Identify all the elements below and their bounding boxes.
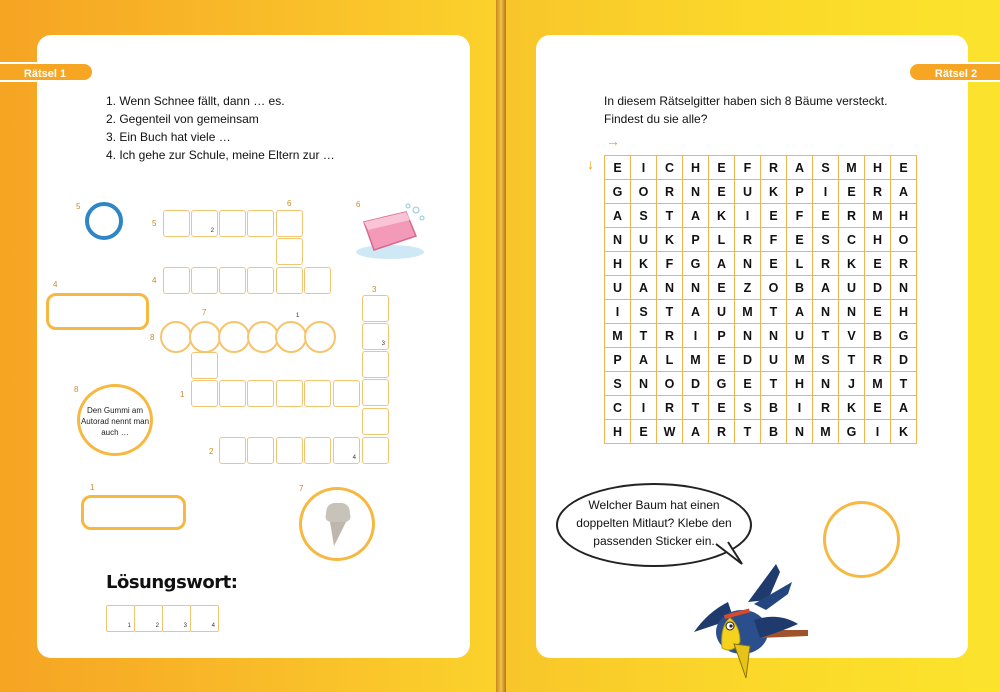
- grid-letter-cell[interactable]: M: [865, 372, 891, 396]
- row-number-5: 5: [152, 219, 157, 228]
- grid-letter-cell[interactable]: D: [683, 372, 709, 396]
- grid-letter-cell[interactable]: K: [761, 180, 787, 204]
- crossword-cell[interactable]: [191, 380, 218, 407]
- grid-letter-cell[interactable]: T: [761, 372, 787, 396]
- tab-raetsel-1[interactable]: Rätsel 1: [0, 62, 94, 82]
- cell-number-1: 1: [296, 313, 300, 319]
- grid-letter-cell[interactable]: M: [735, 300, 761, 324]
- bird-illustration: [688, 562, 818, 680]
- answer-box-1[interactable]: [81, 495, 186, 530]
- grid-letter-cell[interactable]: N: [631, 372, 657, 396]
- grid-letter-cell[interactable]: B: [761, 396, 787, 420]
- crossword-cell[interactable]: [219, 437, 246, 464]
- grid-letter-cell[interactable]: K: [839, 396, 865, 420]
- solution-cell[interactable]: 2: [134, 605, 163, 632]
- grid-letter-cell[interactable]: M: [787, 348, 813, 372]
- grid-letter-cell[interactable]: A: [631, 348, 657, 372]
- solution-cell[interactable]: 1: [106, 605, 135, 632]
- crossword-cell[interactable]: [304, 267, 331, 294]
- grid-letter-cell[interactable]: N: [813, 372, 839, 396]
- grid-letter-cell[interactable]: F: [735, 156, 761, 180]
- grid-letter-cell[interactable]: W: [657, 420, 683, 444]
- book-spine: [496, 0, 506, 692]
- grid-letter-cell[interactable]: A: [683, 300, 709, 324]
- grid-letter-cell[interactable]: B: [787, 276, 813, 300]
- grid-row: [605, 252, 917, 276]
- crossword-cell[interactable]: [362, 437, 389, 464]
- grid-letter-cell[interactable]: T: [735, 420, 761, 444]
- crossword-cell[interactable]: 2: [191, 210, 218, 237]
- clue-2: 2. Gegenteil von gemeinsam: [106, 112, 259, 126]
- grid-letter-cell[interactable]: R: [657, 324, 683, 348]
- grid-letter-cell[interactable]: N: [735, 252, 761, 276]
- grid-row: [605, 324, 917, 348]
- grid-letter-cell[interactable]: K: [657, 228, 683, 252]
- grid-letter-cell[interactable]: A: [683, 204, 709, 228]
- grid-letter-cell[interactable]: N: [891, 276, 917, 300]
- grid-letter-cell[interactable]: U: [605, 276, 631, 300]
- grid-letter-cell[interactable]: E: [839, 180, 865, 204]
- grid-letter-cell[interactable]: E: [735, 372, 761, 396]
- grid-row: [605, 348, 917, 372]
- grid-letter-cell[interactable]: H: [605, 420, 631, 444]
- grid-letter-cell[interactable]: S: [631, 204, 657, 228]
- grid-letter-cell[interactable]: T: [839, 348, 865, 372]
- grid-letter-cell[interactable]: U: [631, 228, 657, 252]
- grid-letter-cell[interactable]: J: [839, 372, 865, 396]
- grid-letter-cell[interactable]: N: [605, 228, 631, 252]
- grid-row: [605, 396, 917, 420]
- grid-letter-cell[interactable]: E: [631, 420, 657, 444]
- grid-letter-cell[interactable]: T: [813, 324, 839, 348]
- grid-letter-cell[interactable]: O: [891, 228, 917, 252]
- grid-letter-cell[interactable]: I: [787, 396, 813, 420]
- grid-letter-cell[interactable]: T: [631, 324, 657, 348]
- grid-letter-cell[interactable]: C: [605, 396, 631, 420]
- grid-letter-cell[interactable]: H: [787, 372, 813, 396]
- answer-box-4[interactable]: [46, 293, 149, 330]
- grid-letter-cell[interactable]: S: [813, 228, 839, 252]
- grid-letter-cell[interactable]: G: [683, 252, 709, 276]
- solution-cell[interactable]: 3: [162, 605, 191, 632]
- clue-3: 3. Ein Buch hat viele …: [106, 130, 231, 144]
- crossword-cell[interactable]: [219, 380, 246, 407]
- crossword-cell[interactable]: [333, 380, 360, 407]
- grid-letter-cell[interactable]: U: [709, 300, 735, 324]
- grid-letter-cell[interactable]: N: [839, 300, 865, 324]
- crossword-cell[interactable]: 4: [333, 437, 360, 464]
- crossword-cell[interactable]: [362, 379, 389, 406]
- grid-letter-cell[interactable]: H: [891, 300, 917, 324]
- intro-line-1: In diesem Rätselgitter haben sich 8 Bäume versteckt.: [604, 94, 888, 108]
- grid-letter-cell[interactable]: R: [839, 204, 865, 228]
- column-number-3: 3: [372, 285, 377, 294]
- grid-letter-cell[interactable]: R: [709, 420, 735, 444]
- grid-letter-cell[interactable]: D: [891, 348, 917, 372]
- grid-letter-cell[interactable]: I: [631, 156, 657, 180]
- grid-row: [605, 300, 917, 324]
- row-number-4: 4: [152, 276, 157, 285]
- grid-letter-cell[interactable]: A: [787, 156, 813, 180]
- grid-row: [605, 204, 917, 228]
- grid-letter-cell[interactable]: O: [631, 180, 657, 204]
- grid-letter-cell[interactable]: E: [787, 228, 813, 252]
- grid-letter-cell[interactable]: N: [761, 324, 787, 348]
- grid-letter-cell[interactable]: R: [865, 180, 891, 204]
- grid-letter-cell[interactable]: H: [683, 156, 709, 180]
- crossword-cell[interactable]: [191, 352, 218, 379]
- grid-letter-cell[interactable]: I: [813, 180, 839, 204]
- arrow-down-icon: ↓: [587, 156, 594, 172]
- sticker-circle[interactable]: [823, 501, 900, 578]
- crossword-cell[interactable]: [276, 437, 303, 464]
- picture-number-4: 4: [53, 280, 58, 289]
- crossword-cell[interactable]: [276, 238, 303, 265]
- grid-letter-cell[interactable]: G: [709, 372, 735, 396]
- grid-letter-cell[interactable]: B: [865, 324, 891, 348]
- grid-letter-cell[interactable]: E: [761, 204, 787, 228]
- grid-letter-cell[interactable]: A: [787, 300, 813, 324]
- picture-number-7: 7: [299, 484, 304, 493]
- grid-letter-cell[interactable]: N: [787, 420, 813, 444]
- intro-line-2: Findest du sie alle?: [604, 112, 708, 126]
- ring-picture: [85, 202, 123, 240]
- grid-letter-cell[interactable]: H: [891, 204, 917, 228]
- solution-cell[interactable]: 4: [190, 605, 219, 632]
- picture-number-8: 8: [74, 385, 79, 394]
- grid-letter-cell[interactable]: A: [631, 276, 657, 300]
- grid-letter-cell[interactable]: P: [683, 228, 709, 252]
- grid-letter-cell[interactable]: M: [605, 324, 631, 348]
- column-number-7: 7: [202, 308, 207, 317]
- grid-letter-cell[interactable]: I: [735, 204, 761, 228]
- grid-letter-cell[interactable]: A: [891, 180, 917, 204]
- tab-raetsel-2[interactable]: Rätsel 2: [908, 62, 1000, 82]
- crossword-cell[interactable]: [247, 380, 274, 407]
- grid-letter-cell[interactable]: E: [709, 396, 735, 420]
- grid-letter-cell[interactable]: L: [787, 252, 813, 276]
- crossword-cell[interactable]: [362, 351, 389, 378]
- grid-letter-cell[interactable]: N: [683, 276, 709, 300]
- word-search-intro: [604, 92, 887, 128]
- grid-letter-cell[interactable]: E: [709, 348, 735, 372]
- grid-letter-cell[interactable]: T: [657, 300, 683, 324]
- grid-row: [605, 276, 917, 300]
- speech-bubble-text: [556, 496, 752, 550]
- grid-letter-cell[interactable]: R: [735, 228, 761, 252]
- grid-letter-cell[interactable]: A: [683, 420, 709, 444]
- grid-letter-cell[interactable]: G: [605, 180, 631, 204]
- grid-row: [605, 228, 917, 252]
- crossword-cell[interactable]: [163, 267, 190, 294]
- grid-letter-cell[interactable]: P: [605, 348, 631, 372]
- bubble-line-2: doppelten Mitlaut? Klebe den: [576, 516, 732, 530]
- crossword-cell[interactable]: [276, 267, 303, 294]
- crossword-cell[interactable]: [276, 210, 303, 237]
- grid-letter-cell[interactable]: M: [865, 204, 891, 228]
- grid-letter-cell[interactable]: T: [683, 396, 709, 420]
- soap-picture: [352, 200, 428, 262]
- grid-letter-cell[interactable]: E: [605, 156, 631, 180]
- grid-letter-cell[interactable]: E: [865, 396, 891, 420]
- grid-letter-cell[interactable]: K: [839, 252, 865, 276]
- grid-letter-cell[interactable]: N: [735, 324, 761, 348]
- crossword-circle-cell[interactable]: [189, 321, 221, 353]
- grid-letter-cell[interactable]: I: [631, 396, 657, 420]
- grid-row: [605, 156, 917, 180]
- grid-letter-cell[interactable]: E: [865, 252, 891, 276]
- clue-list: [106, 92, 335, 164]
- grid-letter-cell[interactable]: P: [787, 180, 813, 204]
- crossword-cell[interactable]: [304, 380, 331, 407]
- crossword-circle-cell[interactable]: [275, 321, 307, 353]
- grid-letter-cell[interactable]: H: [865, 156, 891, 180]
- grid-letter-cell[interactable]: R: [761, 156, 787, 180]
- crossword-cell[interactable]: [362, 295, 389, 322]
- grid-letter-cell[interactable]: N: [813, 300, 839, 324]
- grid-letter-cell[interactable]: E: [709, 276, 735, 300]
- crossword-cell[interactable]: [219, 267, 246, 294]
- crossword-cell[interactable]: [247, 267, 274, 294]
- grid-letter-cell[interactable]: R: [813, 252, 839, 276]
- crossword-cell[interactable]: 3: [362, 323, 389, 350]
- grid-letter-cell[interactable]: S: [735, 396, 761, 420]
- grid-letter-cell[interactable]: I: [865, 420, 891, 444]
- grid-letter-cell[interactable]: C: [839, 228, 865, 252]
- bubble-line-1: Welcher Baum hat einen: [588, 498, 720, 512]
- grid-letter-cell[interactable]: F: [657, 252, 683, 276]
- row-number-1: 1: [180, 390, 185, 399]
- grid-letter-cell[interactable]: B: [761, 420, 787, 444]
- grid-letter-cell[interactable]: S: [605, 372, 631, 396]
- picture-number-1: 1: [90, 483, 95, 492]
- grid-letter-cell[interactable]: E: [761, 252, 787, 276]
- grid-letter-cell[interactable]: T: [891, 372, 917, 396]
- grid-letter-cell[interactable]: L: [657, 348, 683, 372]
- crossword-circle-cell[interactable]: [304, 321, 336, 353]
- grid-letter-cell[interactable]: N: [657, 276, 683, 300]
- picture-number-6: 6: [356, 200, 361, 209]
- grid-letter-cell[interactable]: A: [605, 204, 631, 228]
- solution-word-label: Lösungswort:: [106, 572, 238, 593]
- grid-row: [605, 420, 917, 444]
- crossword-cell[interactable]: [247, 210, 274, 237]
- crossword-cell[interactable]: [304, 437, 331, 464]
- grid-letter-cell[interactable]: E: [865, 300, 891, 324]
- grid-letter-cell[interactable]: E: [709, 180, 735, 204]
- grid-letter-cell[interactable]: F: [787, 204, 813, 228]
- grid-letter-cell[interactable]: K: [631, 252, 657, 276]
- grid-letter-cell[interactable]: M: [813, 420, 839, 444]
- grid-letter-cell[interactable]: S: [813, 348, 839, 372]
- grid-letter-cell[interactable]: R: [657, 396, 683, 420]
- arrow-right-icon: →: [606, 133, 620, 149]
- grid-letter-cell[interactable]: R: [813, 396, 839, 420]
- grid-letter-cell[interactable]: U: [787, 324, 813, 348]
- tire-clue-text: Den Gummi am Autorad nennt man auch …: [80, 406, 150, 437]
- column-number-6: 6: [287, 199, 292, 208]
- grid-letter-cell[interactable]: Z: [735, 276, 761, 300]
- grid-letter-cell[interactable]: A: [813, 276, 839, 300]
- grid-letter-cell[interactable]: U: [839, 276, 865, 300]
- grid-letter-cell[interactable]: R: [865, 348, 891, 372]
- grid-letter-cell[interactable]: L: [709, 228, 735, 252]
- grid-letter-cell[interactable]: E: [891, 156, 917, 180]
- grid-letter-cell[interactable]: K: [709, 204, 735, 228]
- grid-row: [605, 372, 917, 396]
- grid-letter-cell[interactable]: G: [839, 420, 865, 444]
- grid-letter-cell[interactable]: P: [709, 324, 735, 348]
- grid-letter-cell[interactable]: G: [891, 324, 917, 348]
- grid-letter-cell[interactable]: N: [683, 180, 709, 204]
- grid-letter-cell[interactable]: T: [657, 204, 683, 228]
- crossword-circle-cell[interactable]: [160, 321, 192, 353]
- grid-letter-cell[interactable]: O: [657, 372, 683, 396]
- grid-letter-cell[interactable]: F: [761, 228, 787, 252]
- crossword-cell[interactable]: [219, 210, 246, 237]
- grid-letter-cell[interactable]: D: [735, 348, 761, 372]
- grid-letter-cell[interactable]: O: [761, 276, 787, 300]
- grid-letter-cell[interactable]: D: [865, 276, 891, 300]
- grid-letter-cell[interactable]: V: [839, 324, 865, 348]
- crossword-cell[interactable]: [276, 380, 303, 407]
- grid-letter-cell[interactable]: U: [735, 180, 761, 204]
- grid-letter-cell[interactable]: M: [839, 156, 865, 180]
- crossword-cell[interactable]: [247, 437, 274, 464]
- bubble-line-3: passenden Sticker ein.: [593, 534, 715, 548]
- crossword-circle-cell[interactable]: [218, 321, 250, 353]
- crossword-cell[interactable]: [191, 267, 218, 294]
- grid-letter-cell[interactable]: H: [605, 252, 631, 276]
- grid-letter-cell[interactable]: K: [891, 420, 917, 444]
- crossword-cell[interactable]: [163, 210, 190, 237]
- grid-letter-cell[interactable]: R: [657, 180, 683, 204]
- grid-letter-cell[interactable]: U: [761, 348, 787, 372]
- word-search-grid: [604, 155, 917, 444]
- row-number-8: 8: [150, 333, 155, 342]
- crossword-cell[interactable]: [362, 408, 389, 435]
- grid-letter-cell[interactable]: H: [865, 228, 891, 252]
- grid-letter-cell[interactable]: M: [683, 348, 709, 372]
- picture-number-5: 5: [76, 202, 81, 211]
- grid-letter-cell[interactable]: A: [891, 396, 917, 420]
- grid-letter-cell[interactable]: A: [709, 252, 735, 276]
- grid-letter-cell[interactable]: I: [605, 300, 631, 324]
- grid-letter-cell[interactable]: S: [631, 300, 657, 324]
- grid-letter-cell[interactable]: I: [683, 324, 709, 348]
- ice-cream-icon: [320, 500, 356, 548]
- clue-4: 4. Ich gehe zur Schule, meine Eltern zur …: [106, 148, 335, 162]
- grid-letter-cell[interactable]: S: [813, 156, 839, 180]
- grid-letter-cell[interactable]: C: [657, 156, 683, 180]
- grid-letter-cell[interactable]: T: [761, 300, 787, 324]
- grid-letter-cell[interactable]: E: [709, 156, 735, 180]
- clue-1: 1. Wenn Schnee fällt, dann … es.: [106, 94, 285, 108]
- grid-row: [605, 180, 917, 204]
- row-number-2: 2: [209, 447, 214, 456]
- grid-letter-cell[interactable]: E: [813, 204, 839, 228]
- grid-letter-cell[interactable]: R: [891, 252, 917, 276]
